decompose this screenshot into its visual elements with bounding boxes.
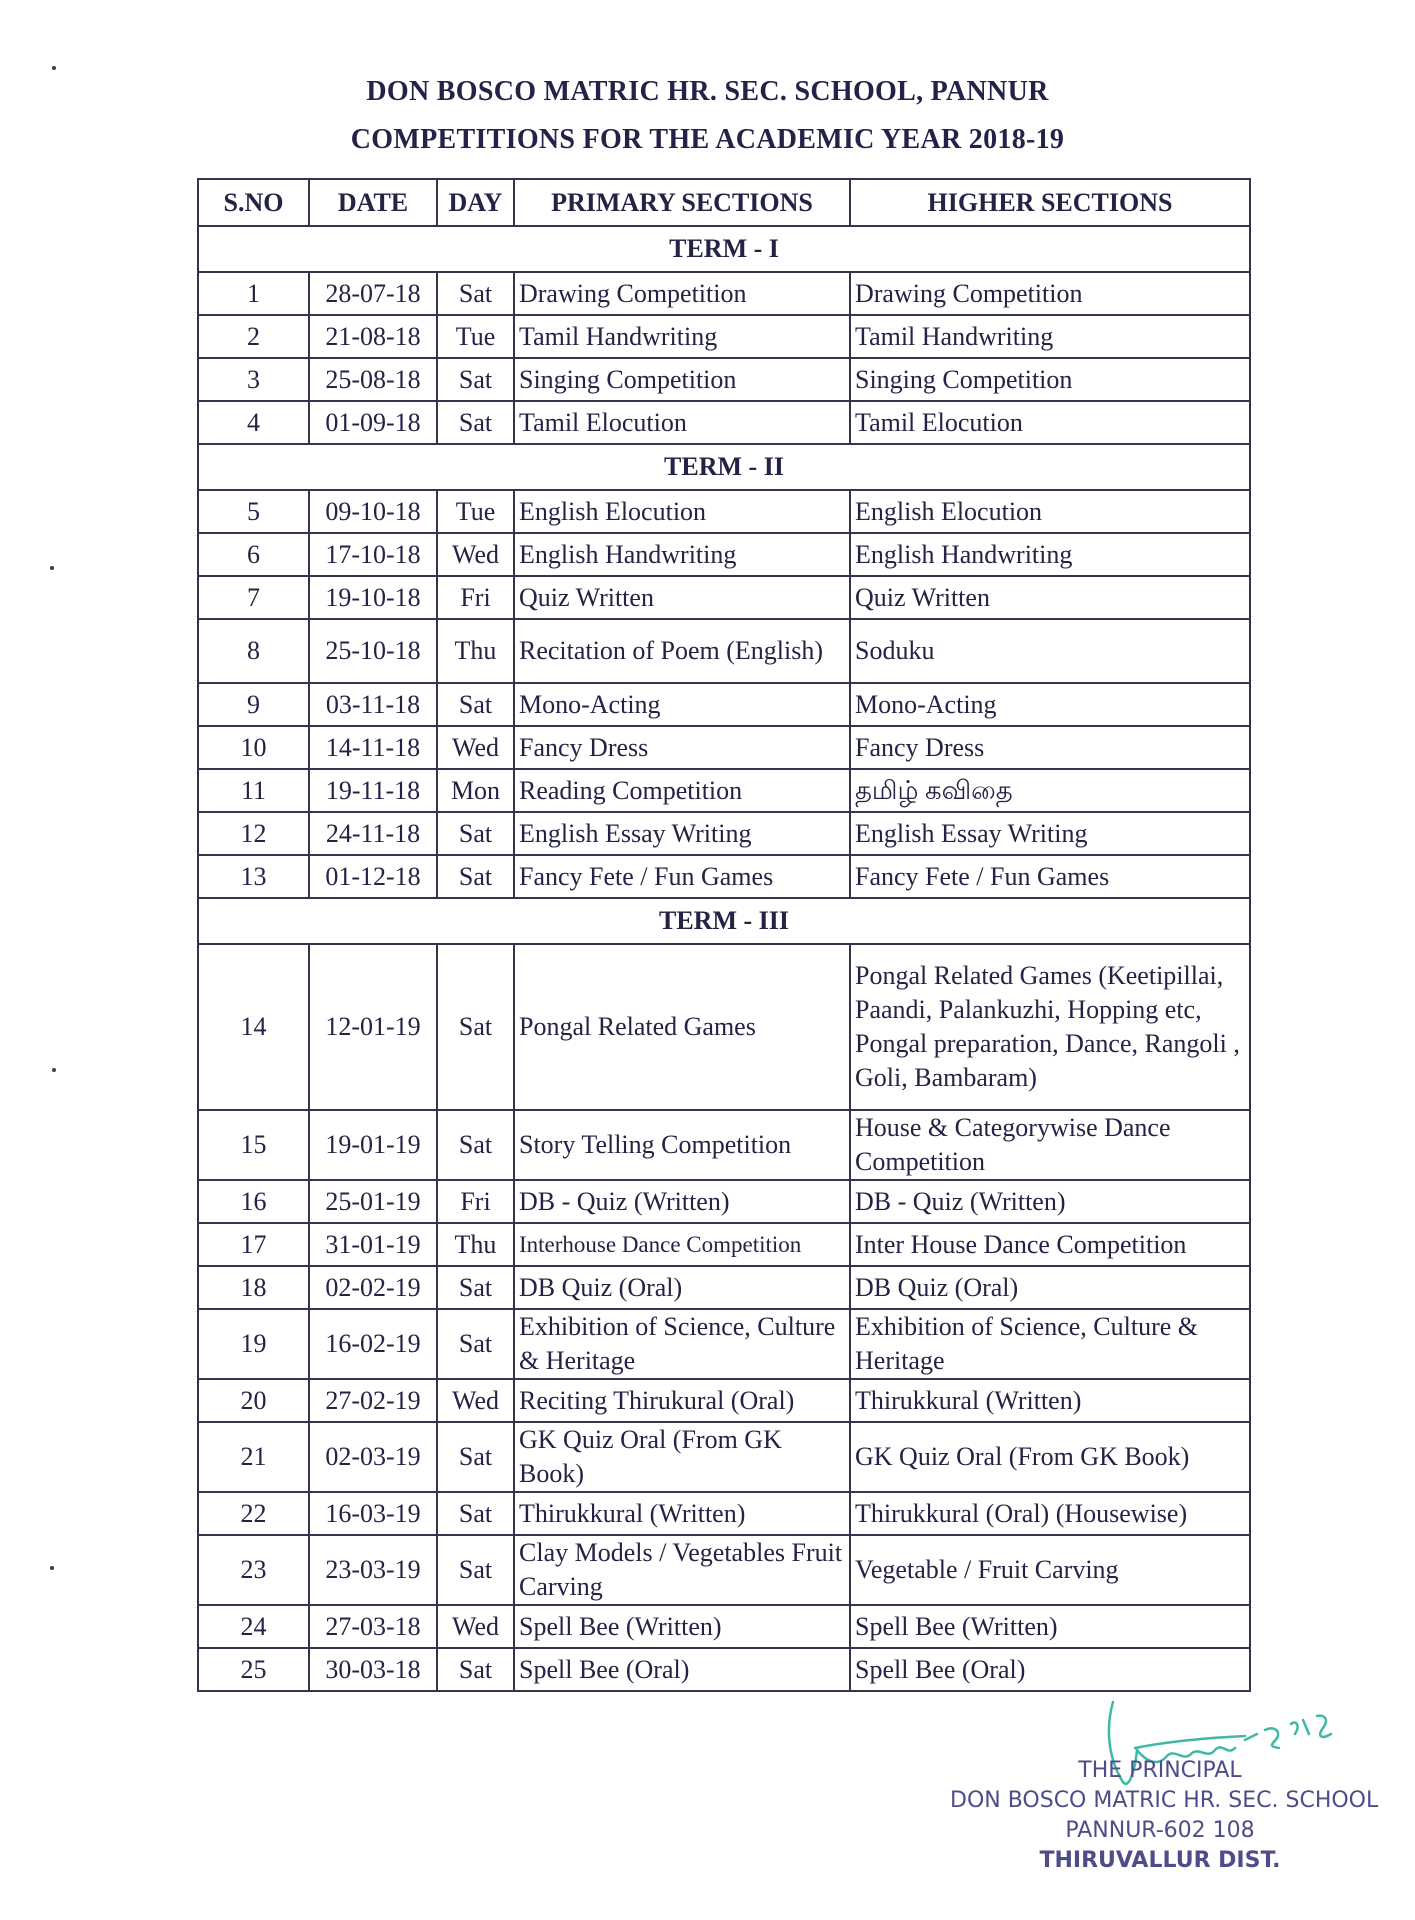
- cell-date: 01-09-18: [309, 401, 437, 444]
- cell-sno: 22: [198, 1492, 309, 1535]
- column-header-day: DAY: [437, 179, 514, 226]
- cell-primary: Interhouse Dance Competition: [514, 1223, 850, 1266]
- principal-stamp: [950, 1756, 1379, 1876]
- cell-sno: 19: [198, 1309, 309, 1379]
- cell-higher: Singing Competition: [850, 358, 1250, 401]
- term-label: TERM - I: [198, 226, 1250, 272]
- cell-higher: English Essay Writing: [850, 812, 1250, 855]
- table-row: [198, 855, 1250, 898]
- cell-day: Tue: [437, 315, 514, 358]
- cell-date: 16-02-19: [309, 1309, 437, 1379]
- table-row: [198, 401, 1250, 444]
- term-label: TERM - III: [198, 898, 1250, 944]
- cell-higher: Drawing Competition: [850, 272, 1250, 315]
- cell-date: 02-02-19: [309, 1266, 437, 1309]
- table-row: [198, 533, 1250, 576]
- cell-day: Sat: [437, 812, 514, 855]
- table-row: [198, 1223, 1250, 1266]
- cell-sno: 3: [198, 358, 309, 401]
- cell-day: Sat: [437, 272, 514, 315]
- cell-primary: Drawing Competition: [514, 272, 850, 315]
- cell-sno: 10: [198, 726, 309, 769]
- cell-primary: English Essay Writing: [514, 812, 850, 855]
- table-row: [198, 315, 1250, 358]
- cell-higher: English Elocution: [850, 490, 1250, 533]
- cell-sno: 24: [198, 1605, 309, 1648]
- cell-date: 25-08-18: [309, 358, 437, 401]
- cell-date: 01-12-18: [309, 855, 437, 898]
- scan-speck: [50, 1566, 54, 1570]
- cell-sno: 17: [198, 1223, 309, 1266]
- cell-primary: English Handwriting: [514, 533, 850, 576]
- term-row: [198, 226, 1250, 272]
- cell-primary: Reading Competition: [514, 769, 850, 812]
- cell-primary: GK Quiz Oral (From GK Book): [514, 1422, 850, 1492]
- cell-date: 09-10-18: [309, 490, 437, 533]
- cell-sno: 25: [198, 1648, 309, 1691]
- cell-primary: Mono-Acting: [514, 683, 850, 726]
- cell-date: 16-03-19: [309, 1492, 437, 1535]
- cell-higher: Fancy Fete / Fun Games: [850, 855, 1250, 898]
- cell-sno: 6: [198, 533, 309, 576]
- cell-sno: 16: [198, 1180, 309, 1223]
- cell-primary: Fancy Fete / Fun Games: [514, 855, 850, 898]
- cell-higher: Quiz Written: [850, 576, 1250, 619]
- cell-day: Wed: [437, 726, 514, 769]
- table-row: [198, 726, 1250, 769]
- cell-date: 17-10-18: [309, 533, 437, 576]
- stamp-district: THIRUVALLUR DIST.: [1039, 1848, 1281, 1873]
- cell-date: 14-11-18: [309, 726, 437, 769]
- competitions-table: [197, 178, 1251, 1692]
- cell-primary: Exhibition of Science, Culture & Heritage: [514, 1309, 850, 1379]
- table-row: [198, 1180, 1250, 1223]
- cell-date: 19-11-18: [309, 769, 437, 812]
- column-header-date: DATE: [309, 179, 437, 226]
- cell-sno: 13: [198, 855, 309, 898]
- scan-speck: [52, 66, 56, 70]
- cell-day: Tue: [437, 490, 514, 533]
- table-row: [198, 812, 1250, 855]
- cell-day: Sat: [437, 1309, 514, 1379]
- stamp-place: PANNUR-602 108: [1065, 1818, 1255, 1843]
- cell-date: 02-03-19: [309, 1422, 437, 1492]
- term-row: [198, 444, 1250, 490]
- cell-sno: 1: [198, 272, 309, 315]
- cell-sno: 9: [198, 683, 309, 726]
- cell-sno: 18: [198, 1266, 309, 1309]
- table-row: [198, 272, 1250, 315]
- cell-sno: 15: [198, 1110, 309, 1180]
- cell-sno: 20: [198, 1379, 309, 1422]
- school-name: DON BOSCO MATRIC HR. SEC. SCHOOL, PANNUR: [366, 76, 1049, 107]
- cell-day: Thu: [437, 1223, 514, 1266]
- cell-date: 03-11-18: [309, 683, 437, 726]
- cell-higher: DB Quiz (Oral): [850, 1266, 1250, 1309]
- cell-date: 24-11-18: [309, 812, 437, 855]
- cell-higher: Pongal Related Games (Keetipillai, Paandi, Palankuzhi, Hopping etc, Pongal preparation, Dance, Rangoli , Goli, Bambaram): [850, 944, 1250, 1110]
- cell-date: 21-08-18: [309, 315, 437, 358]
- scan-speck: [50, 566, 54, 570]
- cell-higher: தமிழ் கவிதை: [850, 769, 1250, 812]
- table-row: [198, 576, 1250, 619]
- cell-primary: Quiz Written: [514, 576, 850, 619]
- cell-date: 19-10-18: [309, 576, 437, 619]
- cell-date: 23-03-19: [309, 1535, 437, 1605]
- scan-speck: [52, 1068, 56, 1072]
- stamp-title: THE PRINCIPAL: [1078, 1758, 1242, 1783]
- cell-sno: 4: [198, 401, 309, 444]
- cell-date: 31-01-19: [309, 1223, 437, 1266]
- cell-sno: 11: [198, 769, 309, 812]
- cell-day: Thu: [437, 619, 514, 683]
- column-header-higher: HIGHER SECTIONS: [850, 179, 1250, 226]
- cell-day: Fri: [437, 576, 514, 619]
- cell-primary: Tamil Elocution: [514, 401, 850, 444]
- cell-sno: 14: [198, 944, 309, 1110]
- cell-sno: 2: [198, 315, 309, 358]
- table-row: [198, 683, 1250, 726]
- cell-sno: 23: [198, 1535, 309, 1605]
- column-header-primary: PRIMARY SECTIONS: [514, 179, 850, 226]
- table-row: [198, 769, 1250, 812]
- cell-primary: Reciting Thirukural (Oral): [514, 1379, 850, 1422]
- cell-primary: Spell Bee (Oral): [514, 1648, 850, 1691]
- cell-day: Sat: [437, 1535, 514, 1605]
- table-header-row: [198, 179, 1250, 226]
- cell-day: Sat: [437, 1492, 514, 1535]
- table-row: [198, 1492, 1250, 1535]
- cell-day: Sat: [437, 1422, 514, 1492]
- cell-sno: 5: [198, 490, 309, 533]
- cell-primary: Recitation of Poem (English): [514, 619, 850, 683]
- cell-sno: 21: [198, 1422, 309, 1492]
- cell-day: Sat: [437, 683, 514, 726]
- cell-sno: 7: [198, 576, 309, 619]
- cell-higher: Spell Bee (Oral): [850, 1648, 1250, 1691]
- cell-higher: GK Quiz Oral (From GK Book): [850, 1422, 1250, 1492]
- cell-higher: House & Categorywise Dance Competition: [850, 1110, 1250, 1180]
- cell-day: Wed: [437, 533, 514, 576]
- cell-date: 12-01-19: [309, 944, 437, 1110]
- cell-day: Sat: [437, 1266, 514, 1309]
- cell-day: Sat: [437, 401, 514, 444]
- cell-higher: Spell Bee (Written): [850, 1605, 1250, 1648]
- cell-day: Sat: [437, 1648, 514, 1691]
- table-row: [198, 1309, 1250, 1379]
- cell-higher: Tamil Handwriting: [850, 315, 1250, 358]
- table-row: [198, 1422, 1250, 1492]
- cell-primary: Fancy Dress: [514, 726, 850, 769]
- table-row: [198, 1535, 1250, 1605]
- term-label: TERM - II: [198, 444, 1250, 490]
- cell-sno: 8: [198, 619, 309, 683]
- stamp-school: DON BOSCO MATRIC HR. SEC. SCHOOL: [950, 1788, 1379, 1813]
- cell-primary: DB - Quiz (Written): [514, 1180, 850, 1223]
- cell-date: 27-03-18: [309, 1605, 437, 1648]
- cell-day: Wed: [437, 1379, 514, 1422]
- table-row: [198, 358, 1250, 401]
- cell-higher: DB - Quiz (Written): [850, 1180, 1250, 1223]
- cell-higher: English Handwriting: [850, 533, 1250, 576]
- document-title: COMPETITIONS FOR THE ACADEMIC YEAR 2018-19: [350, 124, 1065, 155]
- cell-date: 25-10-18: [309, 619, 437, 683]
- cell-day: Sat: [437, 855, 514, 898]
- cell-higher: Exhibition of Science, Culture & Heritage: [850, 1309, 1250, 1379]
- table-row: [198, 1266, 1250, 1309]
- cell-primary: Spell Bee (Written): [514, 1605, 850, 1648]
- cell-primary: English Elocution: [514, 490, 850, 533]
- cell-higher: Mono-Acting: [850, 683, 1250, 726]
- cell-day: Sat: [437, 1110, 514, 1180]
- cell-date: 27-02-19: [309, 1379, 437, 1422]
- cell-date: 30-03-18: [309, 1648, 437, 1691]
- cell-higher: Thirukkural (Oral) (Housewise): [850, 1492, 1250, 1535]
- cell-date: 28-07-18: [309, 272, 437, 315]
- cell-higher: Tamil Elocution: [850, 401, 1250, 444]
- table-row: [198, 1648, 1250, 1691]
- cell-primary: Clay Models / Vegetables Fruit Carving: [514, 1535, 850, 1605]
- table-row: [198, 490, 1250, 533]
- cell-day: Mon: [437, 769, 514, 812]
- cell-higher: Fancy Dress: [850, 726, 1250, 769]
- cell-day: Fri: [437, 1180, 514, 1223]
- cell-higher: Inter House Dance Competition: [850, 1223, 1250, 1266]
- term-row: [198, 898, 1250, 944]
- cell-primary: Pongal Related Games: [514, 944, 850, 1110]
- table-row: [198, 1379, 1250, 1422]
- cell-primary: DB Quiz (Oral): [514, 1266, 850, 1309]
- cell-date: 25-01-19: [309, 1180, 437, 1223]
- cell-higher: Thirukkural (Written): [850, 1379, 1250, 1422]
- table-row: [198, 944, 1250, 1110]
- cell-sno: 12: [198, 812, 309, 855]
- table-row: [198, 619, 1250, 683]
- cell-primary: Thirukkural (Written): [514, 1492, 850, 1535]
- cell-primary: Tamil Handwriting: [514, 315, 850, 358]
- column-header-sno: S.NO: [198, 179, 309, 226]
- cell-date: 19-01-19: [309, 1110, 437, 1180]
- cell-higher: Vegetable / Fruit Carving: [850, 1535, 1250, 1605]
- cell-day: Sat: [437, 944, 514, 1110]
- cell-primary: Singing Competition: [514, 358, 850, 401]
- cell-higher: Soduku: [850, 619, 1250, 683]
- table-row: [198, 1605, 1250, 1648]
- table-row: [198, 1110, 1250, 1180]
- cell-primary: Story Telling Competition: [514, 1110, 850, 1180]
- cell-day: Wed: [437, 1605, 514, 1648]
- cell-day: Sat: [437, 358, 514, 401]
